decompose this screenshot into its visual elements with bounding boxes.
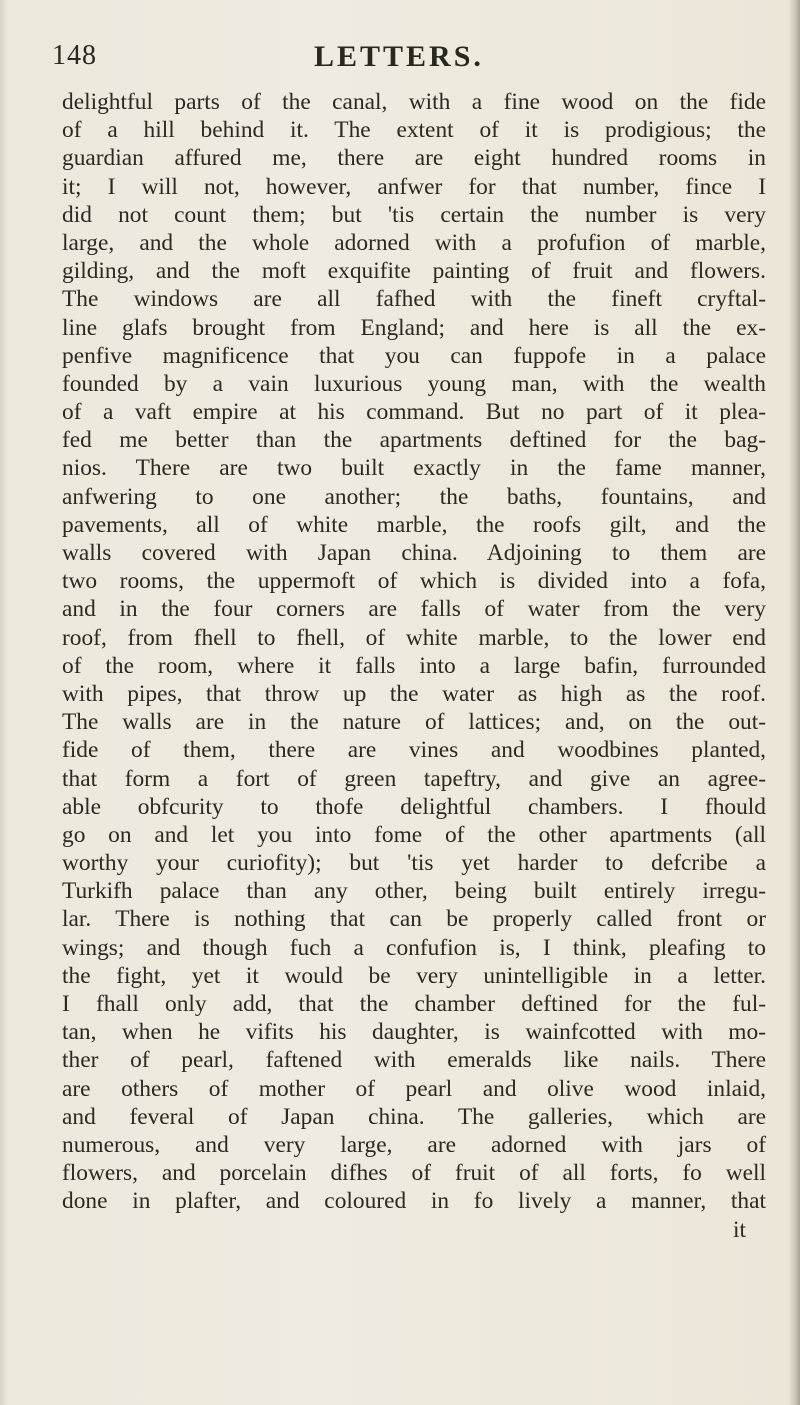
text-line: of a hill behind it. The extent of it is prodigious; the xyxy=(62,117,766,144)
text-line: wings; and though fuch a confufion is, I think, pleafing to xyxy=(62,934,766,961)
page-edge-shadow xyxy=(788,0,800,1405)
text-line: with pipes, that throw up the water as high as the roof. xyxy=(62,680,766,707)
text-line: did not count them; but 'tis certain the number is very xyxy=(62,201,766,228)
body-text xyxy=(62,88,766,1244)
text-line: and feveral of Japan china. The galleries, which are xyxy=(62,1103,766,1130)
text-line: line glafs brought from England; and here is all the ex- xyxy=(62,314,766,341)
running-head: LETTERS. xyxy=(314,40,484,73)
text-line: nios. There are two built exactly in the fame manner, xyxy=(62,455,766,482)
text-line: and in the four corners are falls of water from the very xyxy=(62,596,766,623)
text-line: numerous, and very large, are adorned with jars of xyxy=(62,1131,766,1158)
catchword: it xyxy=(733,1216,746,1243)
text-line: flowers, and porcelain difhes of fruit of all forts, fo well xyxy=(62,1160,766,1187)
text-line: I fhall only add, that the chamber deftined for the ful- xyxy=(62,991,766,1017)
text-line: roof, from fhell to fhell, of white marble, to the lower end xyxy=(62,624,766,651)
text-line: able obfcurity to thofe delightful chambers. I fhould xyxy=(62,793,766,820)
text-line: fed me better than the apartments deftined for the bag- xyxy=(62,427,766,454)
text-line: delightful parts of the canal, with a fine wood on the fide xyxy=(62,89,766,115)
text-line: The windows are all fafhed with the fineft cryftal- xyxy=(62,286,766,313)
text-line: of a vaft empire at his command. But no part of it plea- xyxy=(62,399,766,426)
text-line: go on and let you into fome of the other apartments (all xyxy=(62,821,766,848)
text-line: guardian affured me, there are eight hundred rooms in xyxy=(62,145,766,172)
page-number: 148 xyxy=(52,40,97,71)
text-line: anfwering to one another; the baths, fountains, and xyxy=(62,483,766,510)
text-line: pavements, all of white marble, the roofs gilt, and the xyxy=(62,511,766,538)
text-line: done in plafter, and coloured in fo lively a manner, that xyxy=(62,1188,766,1215)
text-line: it; I will not, however, anfwer for that number, fince I xyxy=(62,173,766,200)
text-line: worthy your curiofity); but 'tis yet harder to defcribe a xyxy=(62,850,766,877)
text-line: penfive magnificence that you can fuppofe in a palace xyxy=(62,342,766,369)
page-header xyxy=(52,40,772,80)
text-line: the fight, yet it would be very unintelligible in a letter. xyxy=(62,962,766,989)
text-line: lar. There is nothing that can be properly called front or xyxy=(62,906,766,933)
text-line: are others of mother of pearl and olive wood inlaid, xyxy=(62,1075,766,1102)
text-line: walls covered with Japan china. Adjoining to them are xyxy=(62,540,766,566)
text-line: tan, when he vifits his daughter, is wainfcotted with mo- xyxy=(62,1019,766,1046)
text-line: of the room, where it falls into a large bafin, furrounded xyxy=(62,652,766,679)
text-line: Turkifh palace than any other, being built entirely irregu- xyxy=(62,878,766,905)
text-line: fide of them, there are vines and woodbines planted, xyxy=(62,737,766,764)
text-line: that form a fort of green tapeftry, and give an agree- xyxy=(62,765,766,792)
text-line: two rooms, the uppermoft of which is divided into a fofa, xyxy=(62,568,766,595)
text-line: large, and the whole adorned with a profufion of marble, xyxy=(62,229,766,256)
text-line: ther of pearl, faftened with emeralds like nails. There xyxy=(62,1047,766,1074)
text-line: The walls are in the nature of lattices; and, on the out- xyxy=(62,709,766,736)
page-shadow-left xyxy=(0,0,8,1405)
text-line: gilding, and the moft exquifite painting of fruit and flowers. xyxy=(62,258,766,285)
text-line: founded by a vain luxurious young man, with the wealth xyxy=(62,370,766,397)
